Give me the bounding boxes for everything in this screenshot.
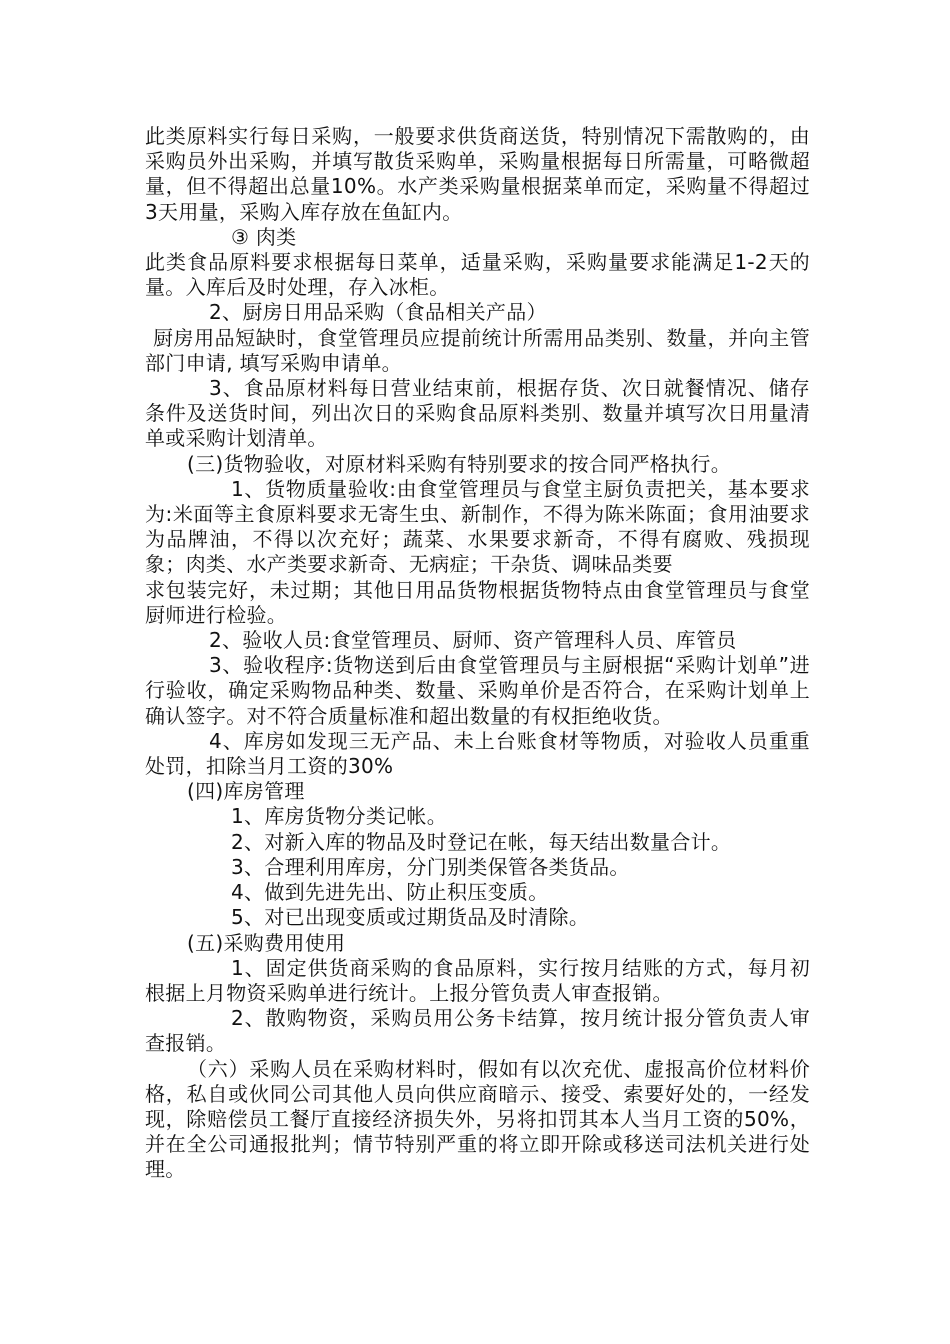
list-item: 5、对已出现变质或过期货品及时清除。 (231, 905, 590, 930)
paragraph-bulk-purchase-settlement: 2、散购物资，采购员用公务卡结算，按月统计报分管负责人审查报销。 (145, 1006, 810, 1056)
paragraph-monthly-settlement: 1、固定供货商采购的食品原料，实行按月结账的方式，每月初根据上月物资采购单进行统计。上报分管负责人审查报销。 (145, 955, 810, 1005)
heading-warehouse-management: (四)库房管理 (187, 779, 305, 804)
heading-goods-inspection: (三)货物验收，对原材料采购有特别要求的按合同严格执行。 (187, 451, 732, 476)
paragraph-warehouse-penalty: 4、库房如发现三无产品、未上台账食材等物质，对验收人员重重处罚，扣除当月工资的30% (145, 728, 810, 779)
list-item: 2、对新入库的物品及时登记在帐，每天结出数量合计。 (231, 829, 732, 854)
paragraph-daily-plan: 3、食品原材料每日营业结束前，根据存货、次日就餐情况、储存条件及送货时间，列出次日的采购食品原料类别、数量并填写次日用量清单或采购计划清单。 (145, 376, 810, 451)
heading-kitchen-supplies: 2、厨房日用品采购（食品相关产品） (209, 300, 547, 325)
paragraph-kitchen-supplies: 厨房用品短缺时，食堂管理员应提前统计所需用品类别、数量，并向主管部门申请, 填写采购申请单。 (145, 325, 810, 375)
paragraph-quality-inspection: 1、货物质量验收:由食堂管理员与食堂主厨负责把关，基本要求为:米面等主食原料要求无寄生虫、新制作，不得为陈米陈面；食用油要求为品牌油，不得以次充好；蔬菜、水果要求新奇，不得有腐败、残损现象；肉类、水产类要求新奇、无病症；干杂货、调味品类要 (145, 476, 810, 577)
paragraph-meat-purchase: 此类食品原料要求根据每日菜单，适量采购，采购量要求能满足1-2天的量。入库后及时处理，存入冰柜。 (145, 250, 810, 300)
list-item: 4、做到先进先出、防止积压变质。 (231, 880, 549, 905)
paragraph-inspection-procedure: 3、验收程序:货物送到后由食堂管理员与主厨根据“采购计划单”进行验收，确定采购物品种类、数量、采购单价是否符合，在采购计划单上确认签字。对不符合质量标准和超出数量的有权拒绝收货。 (145, 653, 810, 728)
list-item: 3、合理利用库房，分门别类保管各类货品。 (231, 854, 630, 879)
paragraph-misconduct-penalty: （六）采购人员在采购材料时，假如有以次充优、虚报高价位材料价格，私自或伙同公司其他人员向供应商暗示、接受、索要好处的，一经发现，除赔偿员工餐厅直接经济损失外，另将扣罚其本人当月工资的50%，并在全公司通报批判；情节特别严重的将立即开除或移送司法机关进行处理。 (145, 1056, 810, 1182)
document-body (145, 124, 810, 1183)
list-item: 1、库房货物分类记帐。 (231, 804, 448, 829)
heading-meat: ③ 肉类 (231, 224, 297, 249)
heading-purchase-expenses: (五)采购费用使用 (187, 930, 346, 955)
paragraph-quality-inspection-cont: 求包装完好，未过期；其他日用品货物根据货物特点由食堂管理员与食堂厨师进行检验。 (145, 577, 810, 627)
paragraph-aquatic-purchase: 此类原料实行每日采购，一般要求供货商送货，特别情况下需散购的，由采购员外出采购，并填写散货采购单，采购量根据每日所需量，可略微超量，但不得超出总量10%。水产类采购量根据菜单而定，采购量不得超过3天用量，采购入库存放在鱼缸内。 (145, 124, 810, 224)
paragraph-inspectors: 2、验收人员:食堂管理员、厨师、资产管理科人员、库管员 (209, 628, 737, 653)
